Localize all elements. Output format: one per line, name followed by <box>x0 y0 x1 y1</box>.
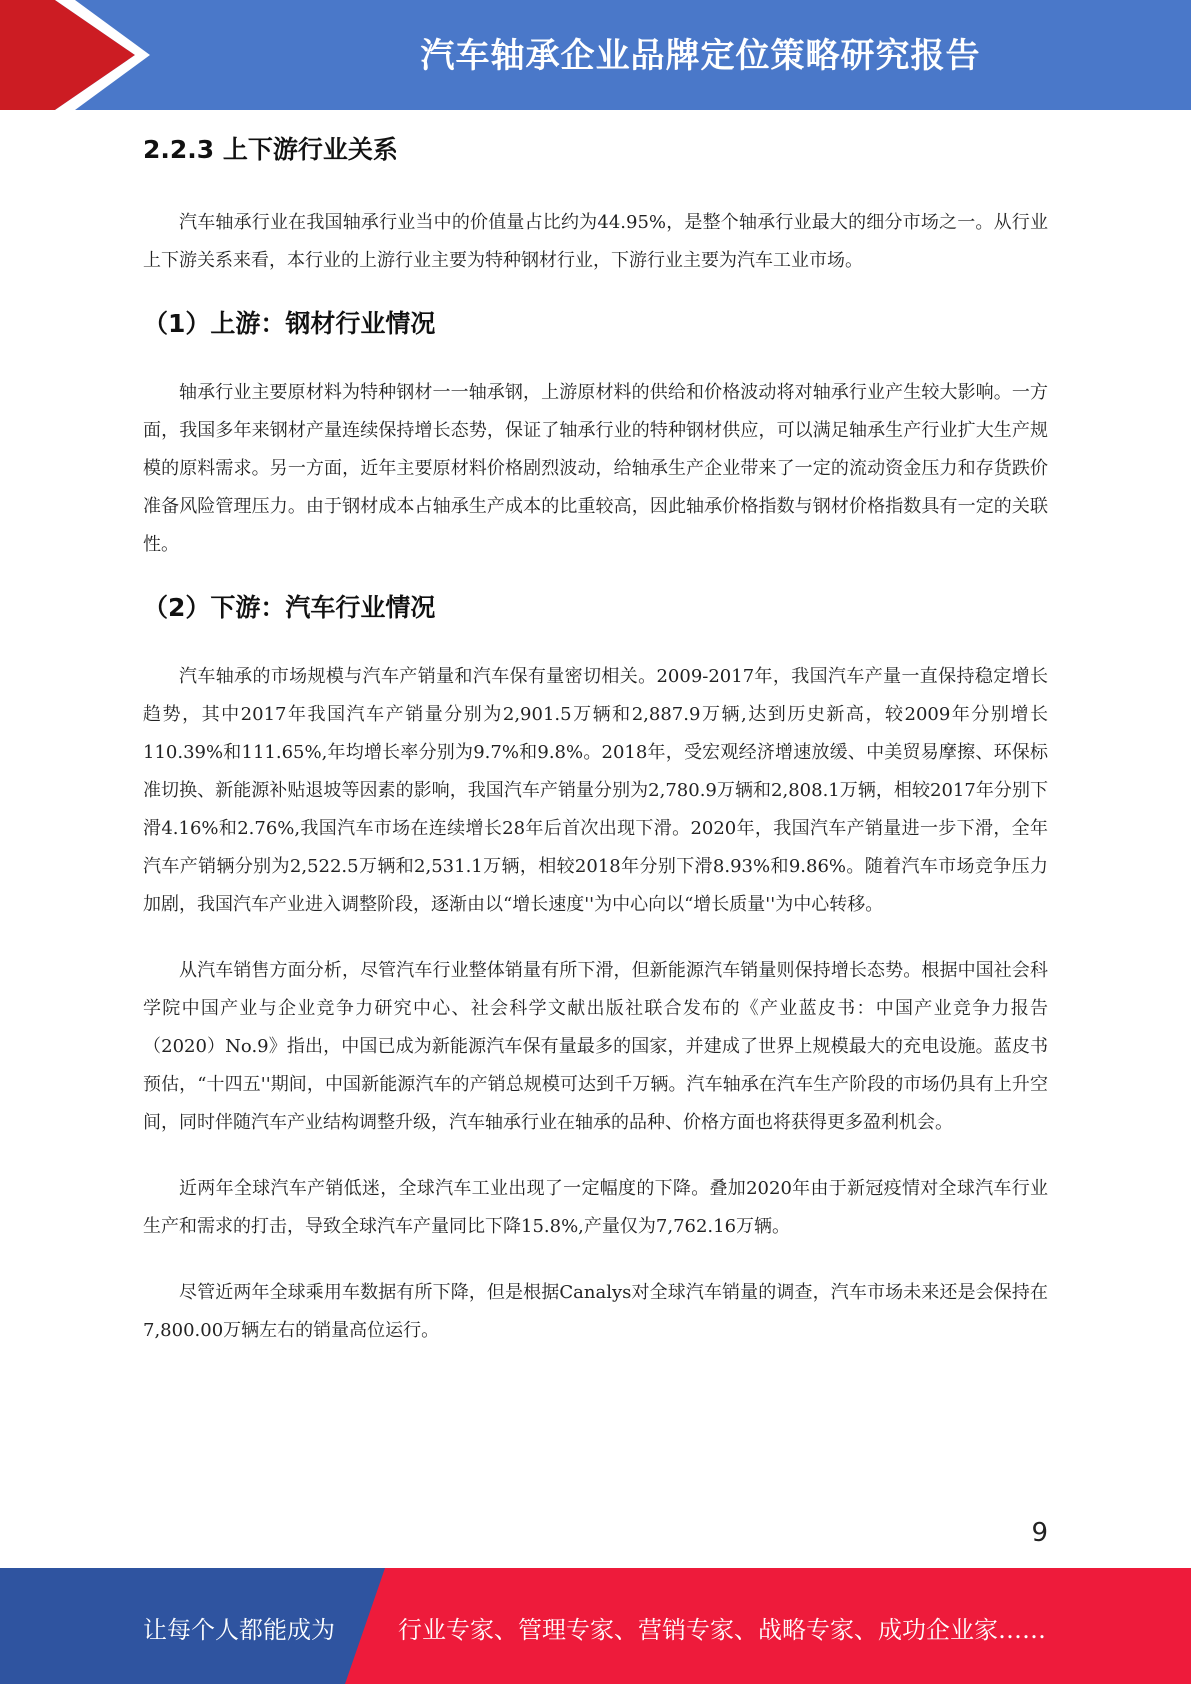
section-heading: 2.2.3 上下游行业关系 <box>143 135 398 164</box>
downstream-paragraph-2: 从汽车销售方面分析，尽管汽车行业整体销量有所下滑，但新能源汽车销量则保持增长态势。根据中国社会科学院中国产业与企业竞争力研究中心、社会科学文献出版社联合发布的《产业蓝皮书：中国产业竞争力报告（2020）No.9》指出，中国已成为新能源汽车保有量最多的国家，并建成了世界上规模最大的充电设施。蓝皮书预估，“十四五''期间，中国新能源汽车的产销总规模可达到千万辆。汽车轴承在汽车生产阶段的市场仍具有上升空间，同时伴随汽车产业结构调整升级，汽车轴承行业在轴承的品种、价格方面也将获得更多盈利机会。 <box>143 960 1048 1133</box>
downstream-paragraph-1: 汽车轴承的市场规模与汽车产销量和汽车保有量密切相关。2009-2017年，我国汽车产量一直保持稳定增长趋势，其中2017年我国汽车产销量分别为2,901.5万辆和2,887.9万辆,达到历史新高，较2009年分别增长110.39%和111.65%,年均增长率分别为9.7%和9.8%。2018年，受宏观经济增速放缓、中美贸易摩擦、环保标准切换、新能源补贴退坡等因素的影响，我国汽车产销量分别为2,780.9万辆和2,808.1万辆，相较2017年分别下滑4.16%和2.76%,我国汽车市场在连续增长28年后首次出现下滑。2020年，我国汽车产销量进一步下滑，全年汽车产销辆分别为2,522.5万辆和2,531.1万辆，相较2018年分别下滑8.93%和9.86%。随着汽车市场竞争压力加剧，我国汽车产业进入调整阶段，逐渐由以“增长速度''为中心向以“增长质量''为中心转移。 <box>143 666 1048 915</box>
downstream-paragraph-4: 尽管近两年全球乘用车数据有所下降，但是根据Canalys对全球汽车销量的调查，汽车市场未来还是会保持在7,800.00万辆左右的销量高位运行。 <box>143 1282 1048 1341</box>
footer-slogan-left: 让每个人都能成为 <box>143 1616 335 1644</box>
upstream-heading: （1）上游：钢材行业情况 <box>143 309 436 338</box>
report-title: 汽车轴承企业品牌定位策略研究报告 <box>420 36 981 76</box>
upstream-paragraph: 轴承行业主要原材料为特种钢材一一轴承钢，上游原材料的供给和价格波动将对轴承行业产生较大影响。一方面，我国多年来钢材产量连续保持增长态势，保证了轴承行业的特种钢材供应，可以满足轴承生产行业扩大生产规模的原料需求。另一方面，近年主要原材料价格剧烈波动，给轴承生产企业带来了一定的流动资金压力和存货跌价准备风险管理压力。由于钢材成本占轴承生产成本的比重较高，因此轴承价格指数与钢材价格指数具有一定的关联性。 <box>143 382 1048 555</box>
page-content <box>143 128 1048 1350</box>
downstream-paragraph-3: 近两年全球汽车产销低迷，全球汽车工业出现了一定幅度的下降。叠加2020年由于新冠疫情对全球汽车行业生产和需求的打击，导致全球汽车产量同比下降15.8%,产量仅为7,762.16万辆。 <box>143 1178 1048 1237</box>
downstream-heading: （2）下游：汽车行业情况 <box>143 593 436 622</box>
page-header <box>0 0 1191 110</box>
page-number: 9 <box>1031 1518 1048 1548</box>
page-footer <box>0 1568 1191 1684</box>
intro-paragraph: 汽车轴承行业在我国轴承行业当中的价值量占比约为44.95%，是整个轴承行业最大的细分市场之一。从行业上下游关系来看，本行业的上游行业主要为特种钢材行业，下游行业主要为汽车工业市场。 <box>143 212 1048 271</box>
footer-slogan-right: 行业专家、管理专家、营销专家、战略专家、成功企业家…… <box>398 1616 1046 1644</box>
